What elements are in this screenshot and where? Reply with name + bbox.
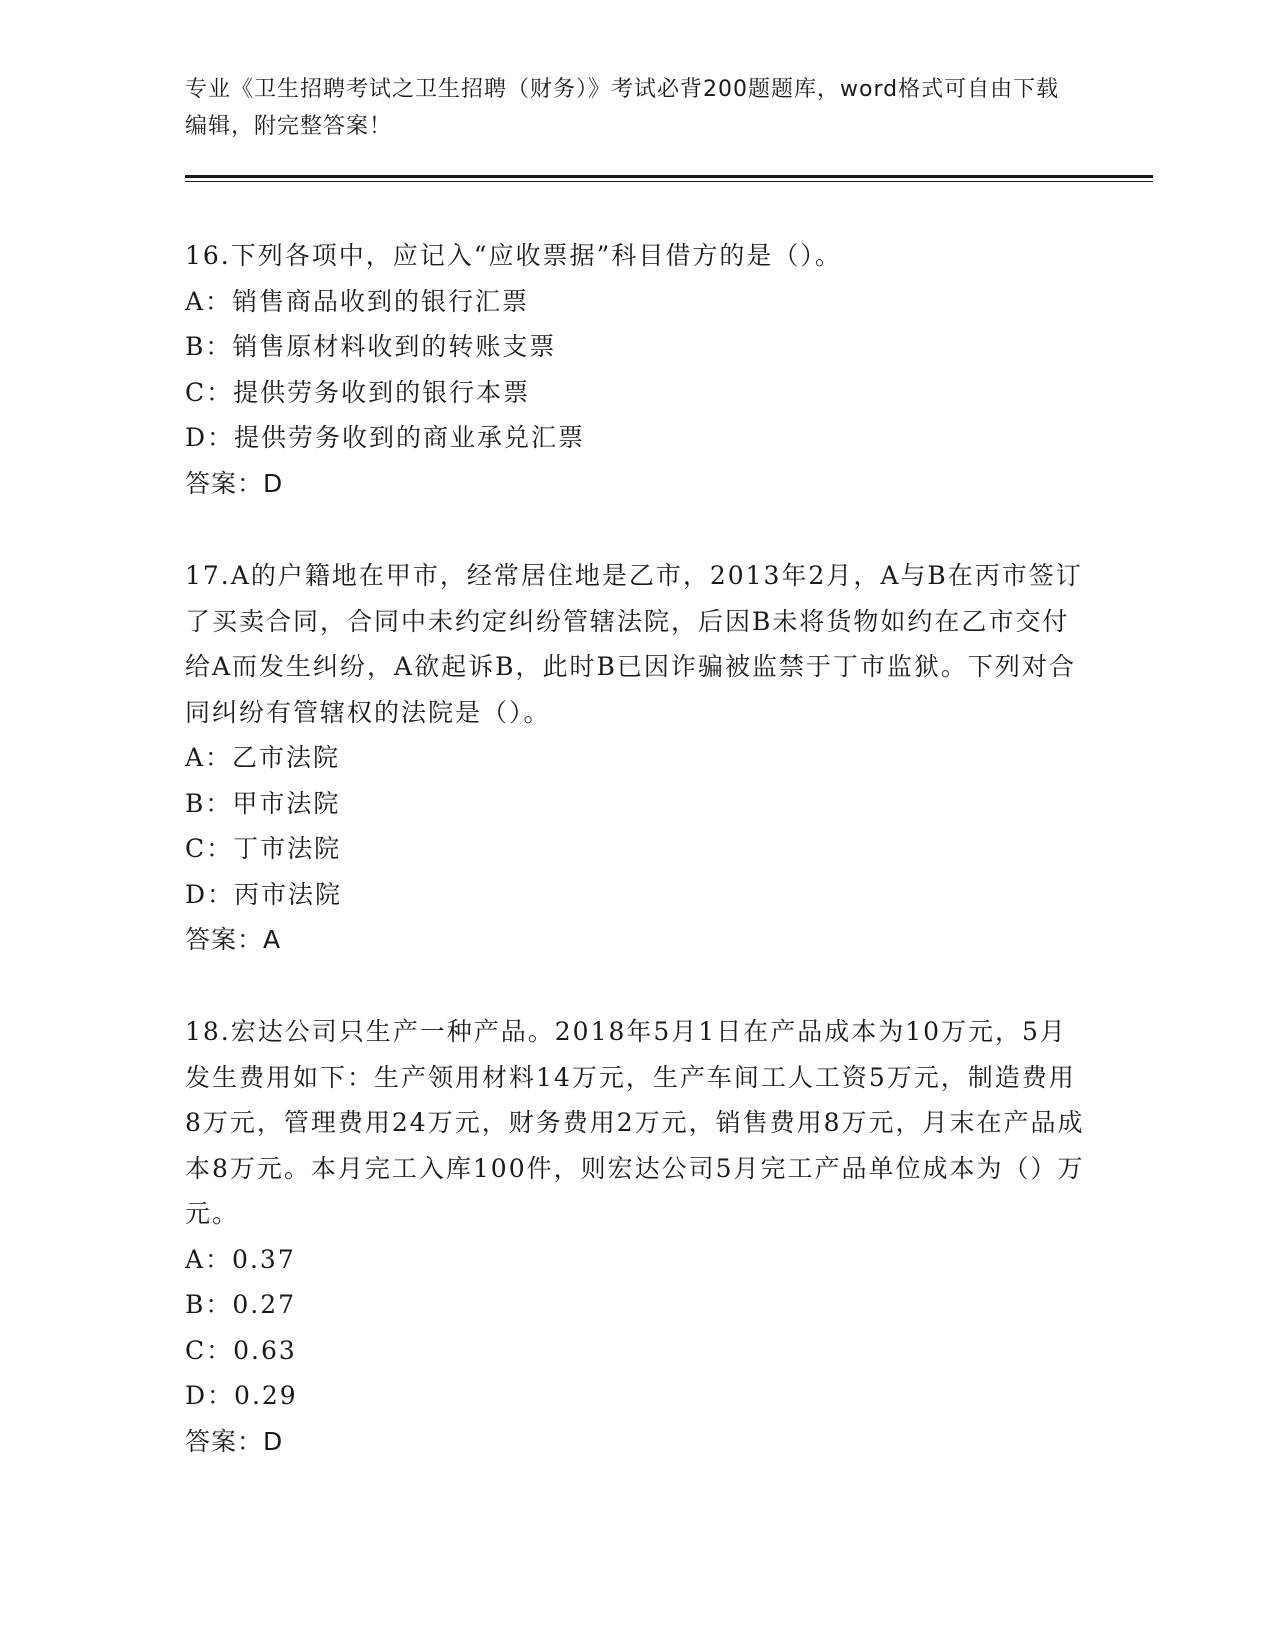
option-d: D：提供劳务收到的商业承兑汇票	[185, 423, 586, 452]
question-17	[185, 553, 1085, 963]
option-c: C：0.63	[185, 1335, 297, 1365]
option-a: A：乙市法院	[185, 743, 341, 772]
header-divider-thin	[185, 181, 1153, 182]
question-stem: 18.宏达公司只生产一种产品。2018年5月1日在产品成本为10万元，5月发生费用如下：生产领用材料14万元，生产车间工人工资5万元，制造费用8万元，管理费用24万元，财务费用2万元，销售费用8万元，月末在产品成本8万元。本月完工入库100件，则宏达公司5月完工产品单位成本为（）万元。	[185, 1017, 1085, 1228]
option-a: A：0.37	[185, 1244, 296, 1274]
question-stem: 16.下列各项中，应记入“应收票据”科目借方的是（）。	[185, 241, 842, 270]
answer-line: 答案：D	[185, 1426, 284, 1456]
header-divider-thick	[185, 175, 1153, 178]
option-d: D：0.29	[185, 1381, 298, 1410]
question-stem: 17.A的户籍地在甲市，经常居住地是乙市，2013年2月，A与B在丙市签订了买卖合同，合同中未约定纠纷管辖法院，后因B未将货物如约在乙市交付给A而发生纠纷，A欲起诉B，此时B已因诈骗被监禁于丁市监狱。下列对合同纠纷有管辖权的法院是（）。	[185, 561, 1083, 727]
option-b: B：0.27	[185, 1290, 297, 1319]
option-c: C：丁市法院	[185, 834, 342, 863]
option-b: B：甲市法院	[185, 788, 341, 818]
document-header: 专业《卫生招聘考试之卫生招聘（财务）》考试必背200题题库，word格式可自由下载编辑，附完整答案！	[185, 77, 1060, 139]
answer-line: 答案：A	[185, 925, 282, 954]
question-18	[185, 1009, 1085, 1464]
option-b: B：销售原材料收到的转账支票	[185, 332, 557, 361]
question-16	[185, 233, 1085, 506]
option-a: A：销售商品收到的银行汇票	[185, 286, 530, 316]
option-d: D：丙市法院	[185, 879, 343, 909]
option-c: C：提供劳务收到的银行本票	[185, 377, 531, 407]
answer-line: 答案：D	[185, 468, 284, 498]
